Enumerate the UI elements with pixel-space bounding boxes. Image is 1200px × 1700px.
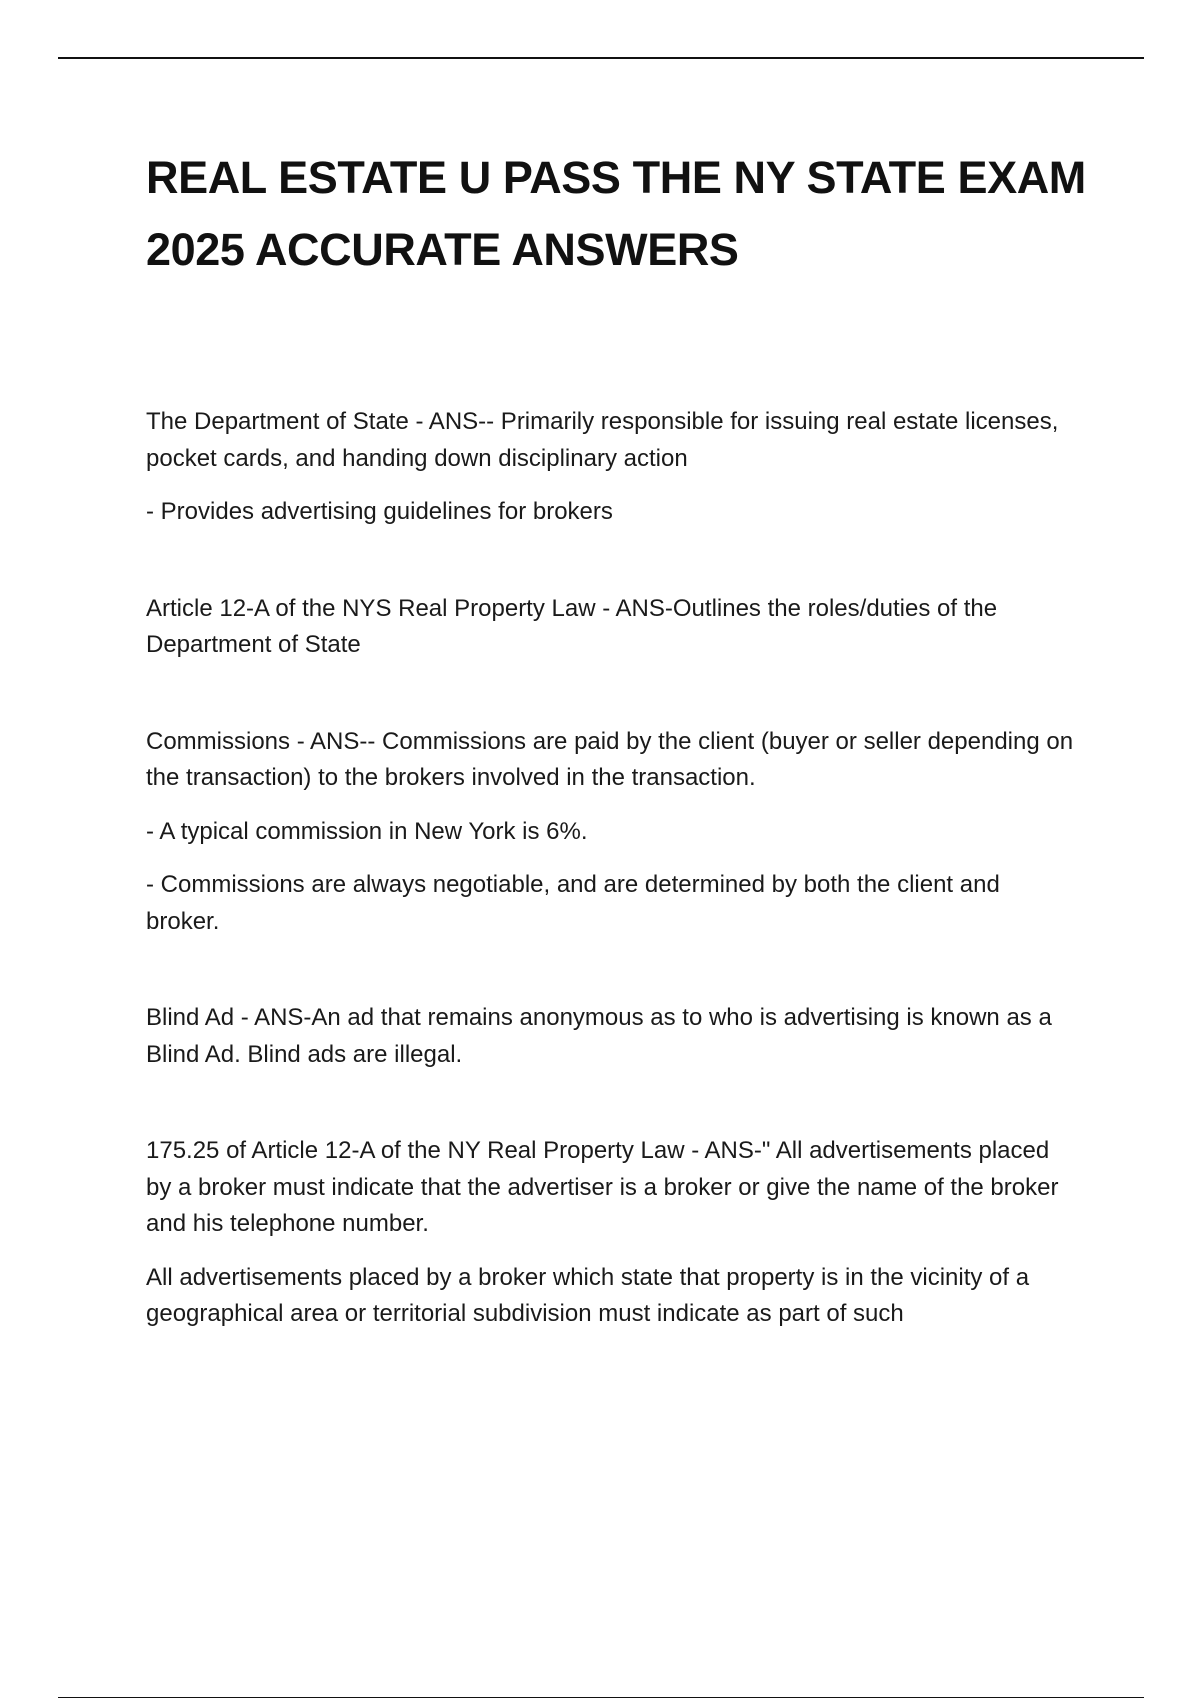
entry-paragraph: Article 12-A of the NYS Real Property Law - ANS-Outlines the roles/duties of the Department of State [146, 594, 998, 658]
header-divider [58, 57, 1144, 59]
entry-paragraph: - Provides advertising guidelines for brokers [146, 498, 613, 525]
title-line-2: 2025 ACCURATE ANSWERS [146, 224, 739, 275]
document-body [146, 404, 1076, 1333]
footer-divider [58, 1697, 1144, 1698]
title-line-1: REAL ESTATE U PASS THE NY STATE EXAM [146, 152, 1086, 203]
qa-entry-article-12a [146, 591, 1076, 664]
entry-paragraph: - A typical commission in New York is 6%. [146, 817, 588, 845]
qa-entry-department-of-state [146, 404, 1076, 531]
document-title [146, 142, 1106, 286]
qa-entry-commissions [146, 724, 1076, 941]
qa-entry-blind-ad [146, 1000, 1076, 1073]
entry-paragraph: Commissions - ANS-- Commissions are paid by the client (buyer or seller depending on the transaction) to the brokers involved in the transaction. [146, 727, 1074, 791]
entry-paragraph: The Department of State - ANS-- Primarily responsible for issuing real estate licenses, pocket cards, and handing down disciplinary action [146, 408, 1059, 472]
qa-entry-175-25 [146, 1133, 1076, 1333]
entry-paragraph: - Commissions are always negotiable, and are determined by both the client and broker. [146, 871, 1000, 935]
entry-paragraph: All advertisements placed by a broker which state that property is in the vicinity of a geographical area or territorial subdivision must indicate as part of such [146, 1263, 1030, 1327]
entry-paragraph: Blind Ad - ANS-An ad that remains anonymous as to who is advertising is known as a Blind Ad. Blind ads are illegal. [146, 1004, 1052, 1068]
entry-paragraph: 175.25 of Article 12-A of the NY Real Property Law - ANS-" All advertisements placed by a broker must indicate that the advertiser is a broker or give the name of the broker and his telephone number. [146, 1137, 1059, 1237]
